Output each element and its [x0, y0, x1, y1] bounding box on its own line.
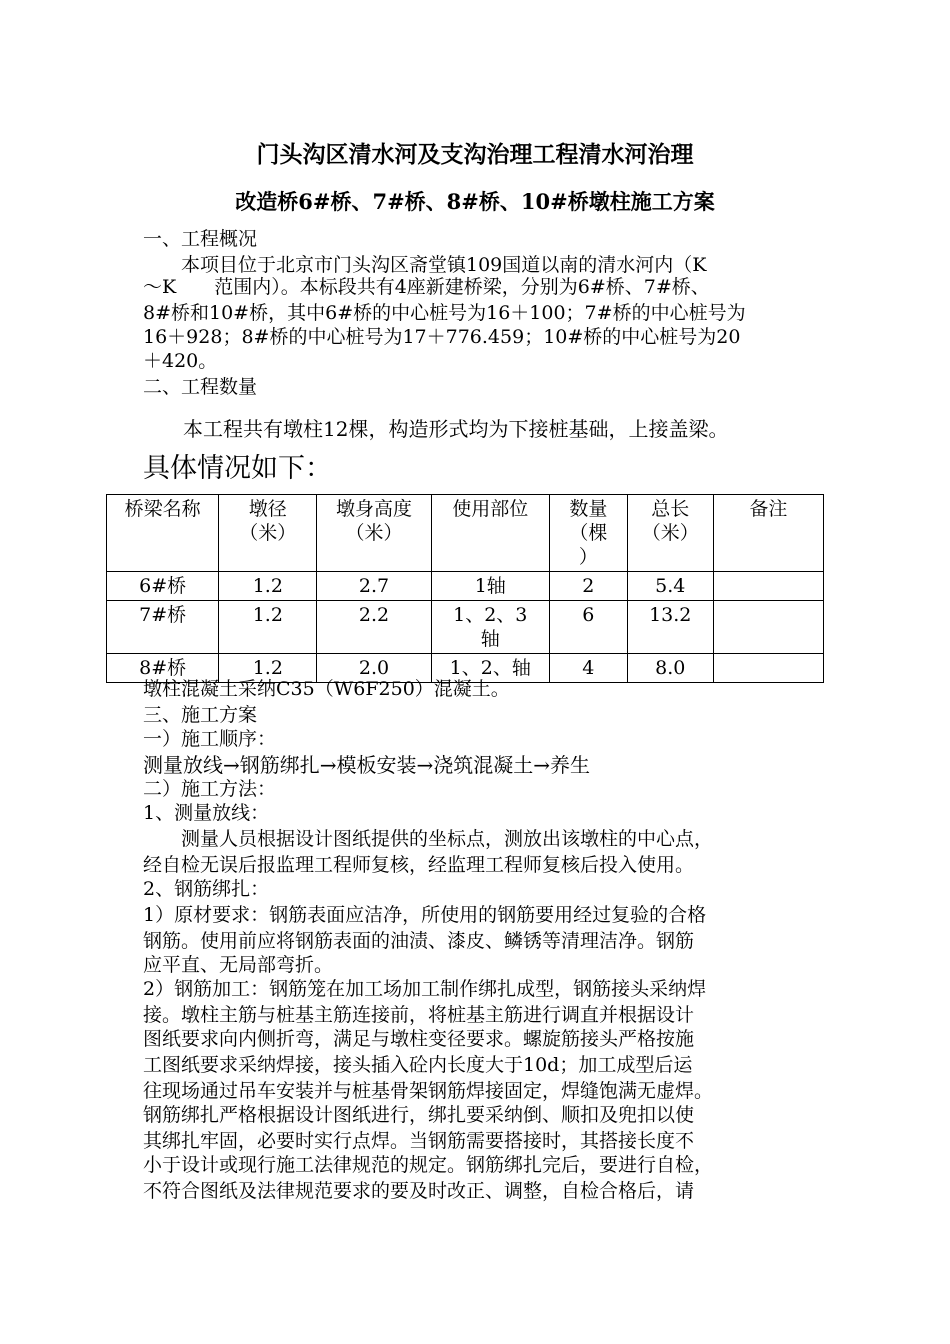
table-header-cell: 桥梁名称: [107, 495, 219, 572]
method2-line: 其绑扎牢固，必要时实行点焊。当钢筋需要搭接时，其搭接长度不: [143, 1130, 695, 1152]
table-header-cell: 备注: [713, 495, 823, 572]
method2-line: 接。墩柱主筋与桩基主筋连接前，将桩基主筋进行调直并根据设计: [143, 1004, 695, 1026]
table-cell: 1.2: [219, 572, 317, 601]
table-cell: 4: [549, 654, 627, 683]
method1-line: 测量人员根据设计图纸提供的坐标点，测放出该墩柱的中心点，: [143, 828, 714, 850]
section1-line: ＋420。: [143, 350, 218, 372]
document-title-line2: 改造桥6#桥、7#桥、8#桥、10#桥墩柱施工方案: [235, 189, 715, 214]
table-cell: 2: [549, 572, 627, 601]
section1-heading: 一、工程概况: [143, 228, 258, 250]
method2-line: 钢筋绑扎严格根据设计图纸进行，绑扎要采纳倒、顺扣及兜扣以使: [143, 1104, 695, 1126]
section3-heading: 三、施工方案: [143, 704, 258, 726]
table-header-row: [107, 495, 824, 572]
table-cell: 1、2、3 轴: [431, 601, 549, 654]
table-cell: 5.4: [627, 572, 713, 601]
method2-line: 小于设计或现行施工法律规范的规定。钢筋绑扎完后，要进行自检，: [143, 1154, 714, 1176]
table-cell: 1、2、轴: [431, 654, 549, 683]
section2-intro: 本工程共有墩柱12棵，构造形式均为下接桩基础，上接盖梁。: [143, 417, 729, 441]
table-cell: 8.0: [627, 654, 713, 683]
section1-line: 本项目位于北京市门头沟区斋堂镇109国道以南的清水河内（K: [143, 254, 707, 276]
method1-heading: 1、测量放线：: [143, 802, 270, 824]
table-cell: 6#桥: [107, 572, 219, 601]
table-cell: 1轴: [431, 572, 549, 601]
order-heading: 一）施工顺序：: [143, 728, 277, 750]
table-cell: 1.2: [219, 654, 317, 683]
method2-line: 应平直、无局部弯折。: [143, 954, 334, 976]
section2-subheading: 具体情况如下：: [143, 453, 332, 484]
section1-line: ～K 范围内）。本标段共有4座新建桥梁，分别为6#桥、7#桥、: [143, 276, 710, 298]
table-cell: 2.0: [317, 654, 431, 683]
table-header-cell: 使用部位: [431, 495, 549, 572]
table-cell: 7#桥: [107, 601, 219, 654]
method2-line: 工图纸要求采纳焊接，接头插入砼内长度大于10d；加工成型后运: [143, 1054, 693, 1076]
section1-line: 16＋928；8#桥的中心桩号为17＋776.459；10#桥的中心桩号为20: [143, 326, 741, 348]
method2-heading: 2、钢筋绑扎：: [143, 878, 270, 900]
table-cell: [713, 654, 823, 683]
table-cell: 2.2: [317, 601, 431, 654]
table-header-cell: 数量 （棵 ）: [549, 495, 627, 572]
table-header-cell: 墩径 （米）: [219, 495, 317, 572]
method2-line: 钢筋。使用前应将钢筋表面的油渍、漆皮、鳞锈等清理洁净。钢筋: [143, 930, 695, 952]
table-cell: 2.7: [317, 572, 431, 601]
table-cell: 6: [549, 601, 627, 654]
table-cell: 13.2: [627, 601, 713, 654]
table-cell: [713, 572, 823, 601]
method2-line: 往现场通过吊车安装并与桩基骨架钢筋焊接固定，焊缝饱满无虚焊。: [143, 1080, 714, 1102]
table-cell: 1.2: [219, 601, 317, 654]
construction-order: 测量放线→钢筋绑扎→模板安装→浇筑混凝土→养生: [143, 753, 591, 777]
table-row: [107, 572, 824, 601]
table-cell: 8#桥: [107, 654, 219, 683]
method2-line: 图纸要求向内侧折弯，满足与墩柱变径要求。螺旋筋接头严格按施: [143, 1028, 695, 1050]
table-header-cell: 总长 （米）: [627, 495, 713, 572]
table-cell: [713, 601, 823, 654]
pier-table: [106, 494, 824, 683]
method2-line: 2）钢筋加工：钢筋笼在加工场加工制作绑扎成型，钢筋接头采纳焊: [143, 978, 707, 1000]
method1-line: 经自检无误后报监理工程师复核，经监理工程师复核后投入使用。: [143, 854, 695, 876]
document-title-line1: 门头沟区清水河及支沟治理工程清水河治理: [256, 141, 694, 168]
table-row: [107, 601, 824, 654]
table-header-cell: 墩身高度 （米）: [317, 495, 431, 572]
method-heading: 二）施工方法：: [143, 778, 277, 800]
section2-heading: 二、工程数量: [143, 376, 258, 398]
section1-line: 8#桥和10#桥，其中6#桥的中心桩号为16＋100；7#桥的中心桩号为: [143, 302, 746, 324]
method2-line: 1）原材要求：钢筋表面应洁净，所使用的钢筋要用经过复验的合格: [143, 904, 707, 926]
concrete-note: 墩柱混凝土采纳C35（W6F250）混凝土。: [143, 678, 510, 700]
method2-line: 不符合图纸及法律规范要求的要及时改正、调整，自检合格后，请: [143, 1180, 695, 1202]
